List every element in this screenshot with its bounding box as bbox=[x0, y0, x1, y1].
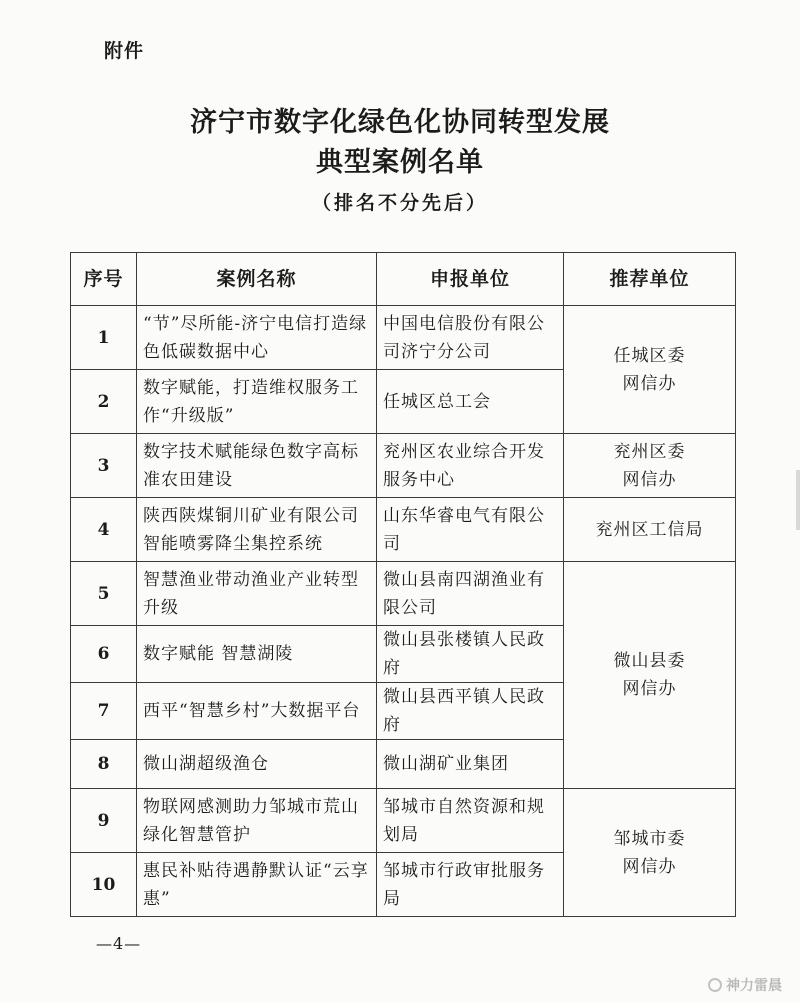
applicant-unit: 微山县南四湖渔业有限公司 bbox=[377, 562, 564, 626]
column-header-case-name: 案例名称 bbox=[137, 253, 377, 306]
applicant-unit: 山东华睿电气有限公司 bbox=[377, 498, 564, 562]
table-row bbox=[71, 498, 736, 562]
case-name: 陕西陕煤铜川矿业有限公司智能喷雾降尘集控系统 bbox=[137, 498, 377, 562]
row-number: 9 bbox=[71, 789, 137, 853]
recommender-unit bbox=[564, 306, 736, 434]
table-row bbox=[71, 562, 736, 626]
watermark bbox=[708, 975, 782, 995]
recommender-line: 网信办 bbox=[622, 373, 677, 394]
applicant-unit: 邹城市行政审批服务局 bbox=[377, 853, 564, 917]
recommender-unit bbox=[564, 562, 736, 789]
recommender-line: 兖州区工信局 bbox=[595, 519, 704, 540]
table-header-row bbox=[71, 253, 736, 306]
document-title-line-2: 典型案例名单 bbox=[316, 147, 484, 178]
case-name: 数字赋能 智慧湖陵 bbox=[137, 626, 377, 683]
table-row bbox=[71, 306, 736, 370]
column-header-applicant: 申报单位 bbox=[377, 253, 564, 306]
row-number: 6 bbox=[71, 626, 137, 683]
row-number: 5 bbox=[71, 562, 137, 626]
recommender-unit bbox=[564, 789, 736, 917]
table-row bbox=[71, 789, 736, 853]
case-list-table bbox=[70, 252, 736, 917]
recommender-line: 邹城市委 bbox=[613, 828, 686, 849]
column-header-number: 序号 bbox=[71, 253, 137, 306]
recommender-line: 任城区委 bbox=[613, 345, 686, 366]
applicant-unit: 兖州区农业综合开发服务中心 bbox=[377, 434, 564, 498]
row-number: 8 bbox=[71, 740, 137, 789]
recommender-line: 网信办 bbox=[622, 679, 677, 699]
applicant-unit: 微山县张楼镇人民政府 bbox=[377, 626, 564, 683]
column-header-recommender: 推荐单位 bbox=[564, 253, 736, 306]
case-name: 微山湖超级渔仓 bbox=[137, 740, 377, 789]
case-name: 惠民补贴待遇静默认证“云享惠” bbox=[137, 853, 377, 917]
case-name: 数字技术赋能绿色数字高标准农田建设 bbox=[137, 434, 377, 498]
document-subtitle: （排名不分先后） bbox=[311, 192, 488, 214]
row-number: 1 bbox=[71, 306, 137, 370]
table-row bbox=[71, 434, 736, 498]
recommender-line: 兖州区委 bbox=[613, 441, 686, 462]
applicant-unit: 任城区总工会 bbox=[377, 370, 564, 434]
watermark-text: 神力雷晨 bbox=[726, 978, 782, 994]
case-name: “节”尽所能-济宁电信打造绿色低碳数据中心 bbox=[137, 306, 377, 370]
case-name: 物联网感测助力邹城市荒山绿化智慧管护 bbox=[137, 789, 377, 853]
recommender-unit bbox=[564, 434, 736, 498]
document-title-line-1: 济宁市数字化绿色化协同转型发展 bbox=[190, 107, 610, 138]
row-number: 10 bbox=[71, 853, 137, 917]
applicant-unit: 邹城市自然资源和规划局 bbox=[377, 789, 564, 853]
row-number: 2 bbox=[71, 370, 137, 434]
row-number: 3 bbox=[71, 434, 137, 498]
applicant-unit: 微山县西平镇人民政府 bbox=[377, 683, 564, 740]
watermark-logo-icon bbox=[708, 978, 722, 992]
recommender-line: 微山县委 bbox=[613, 651, 686, 671]
scan-edge-shadow bbox=[796, 470, 800, 530]
page-number: —4— bbox=[96, 934, 142, 953]
attachment-label: 附件 bbox=[104, 40, 145, 62]
applicant-unit: 中国电信股份有限公司济宁分公司 bbox=[377, 306, 564, 370]
applicant-unit: 微山湖矿业集团 bbox=[377, 740, 564, 789]
case-name: 西平“智慧乡村”大数据平台 bbox=[137, 683, 377, 740]
case-name: 智慧渔业带动渔业产业转型升级 bbox=[137, 562, 377, 626]
row-number: 4 bbox=[71, 498, 137, 562]
case-name: 数字赋能，打造维权服务工作“升级版” bbox=[137, 370, 377, 434]
recommender-line: 网信办 bbox=[622, 469, 677, 490]
row-number: 7 bbox=[71, 683, 137, 740]
recommender-unit bbox=[564, 498, 736, 562]
recommender-line: 网信办 bbox=[622, 856, 677, 877]
